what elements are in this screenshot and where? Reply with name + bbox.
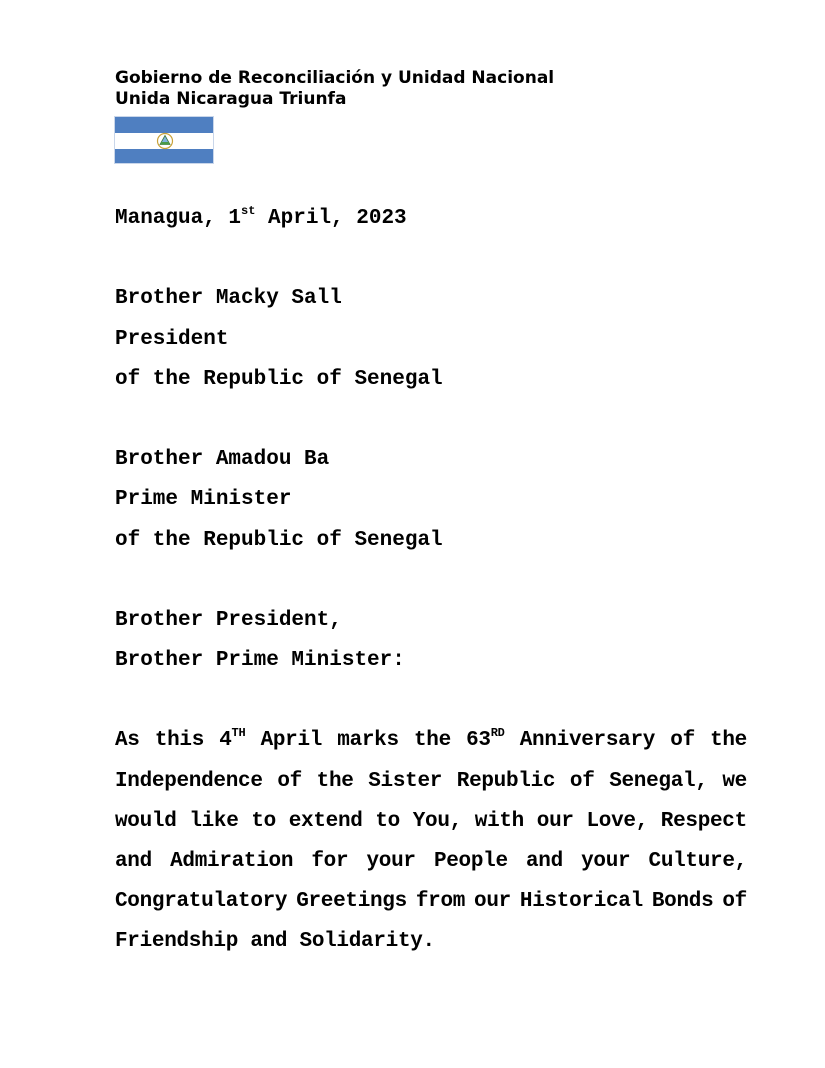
flag-top-band [115, 117, 213, 133]
government-name: Gobierno de Reconciliación y Unidad Nacional [115, 68, 555, 88]
word: and [115, 850, 152, 873]
word: your [366, 850, 416, 873]
word: to [251, 809, 276, 833]
word: Senegal, [609, 769, 708, 793]
recipient-1-country: of the Republic of Senegal [115, 367, 443, 391]
ordinal-suffix: RD [490, 726, 505, 741]
word: Independence [115, 769, 263, 793]
word: Admiration [170, 850, 294, 873]
word: the [710, 729, 747, 753]
word: Republic [456, 769, 556, 793]
word: Congratulatory [115, 890, 288, 914]
body-line-2 [115, 762, 747, 802]
word: Anniversary [519, 729, 656, 753]
salutation-line-1: Brother President, [115, 608, 342, 632]
recipient-2-country: of the Republic of Senegal [115, 528, 443, 552]
word [219, 721, 245, 761]
date-rest: April, 2023 [255, 207, 407, 230]
word: this [154, 729, 205, 753]
date-ordinal: st [241, 204, 256, 218]
word: of [670, 729, 695, 753]
word: Historical [519, 890, 643, 914]
word: Sister [368, 769, 443, 793]
body-line-4 [115, 842, 747, 882]
word: for [311, 850, 349, 873]
body-line-1 [115, 721, 747, 761]
word: People [433, 850, 508, 873]
word: like [189, 809, 239, 833]
body-line-3 [115, 802, 747, 842]
date-prefix: Managua, 1 [115, 207, 242, 230]
word: As [115, 729, 140, 753]
letter-body [115, 199, 747, 963]
word: marks [337, 729, 399, 753]
nicaragua-flag [114, 116, 214, 164]
word: our [474, 890, 511, 914]
word: we [722, 769, 747, 793]
word: your [581, 850, 631, 873]
word: our [536, 809, 574, 833]
body-line-6: Friendship and Solidarity. [115, 930, 435, 954]
word: with [474, 809, 524, 833]
word: to [375, 809, 400, 833]
body-paragraph [115, 721, 747, 962]
word: Greetings [296, 890, 407, 914]
word: the [414, 729, 451, 753]
nicaragua-coat-of-arms-icon [156, 132, 174, 150]
word: Culture, [648, 850, 747, 873]
recipient-2-name: Brother Amadou Ba [115, 448, 330, 472]
word-part: 63 [466, 729, 491, 753]
date-line [115, 199, 747, 239]
body-line-5 [115, 882, 747, 922]
letterhead [115, 68, 554, 110]
word: Love, [586, 809, 648, 833]
word: Respect [660, 809, 747, 833]
word: the [316, 769, 354, 793]
word: extend [288, 809, 363, 833]
word: would [115, 809, 177, 833]
recipient-1-name: Brother Macky Sall [115, 287, 342, 311]
recipient-1-title: President [115, 327, 229, 351]
word: from [415, 890, 466, 914]
word: and [525, 850, 563, 873]
government-slogan: Unida Nicaragua Triunfa [115, 89, 347, 109]
salutation-line-2: Brother Prime Minister: [115, 649, 405, 673]
word: of [277, 769, 302, 793]
word: of [569, 769, 595, 793]
word: You, [412, 809, 462, 833]
word-part: 4 [219, 729, 232, 753]
word: of [722, 890, 747, 914]
recipient-2-title: Prime Minister [115, 488, 292, 512]
ordinal-suffix: TH [231, 726, 246, 741]
flag-bottom-band [115, 149, 213, 164]
word: Bonds [651, 890, 714, 914]
word [466, 721, 504, 761]
word: April [260, 729, 323, 753]
